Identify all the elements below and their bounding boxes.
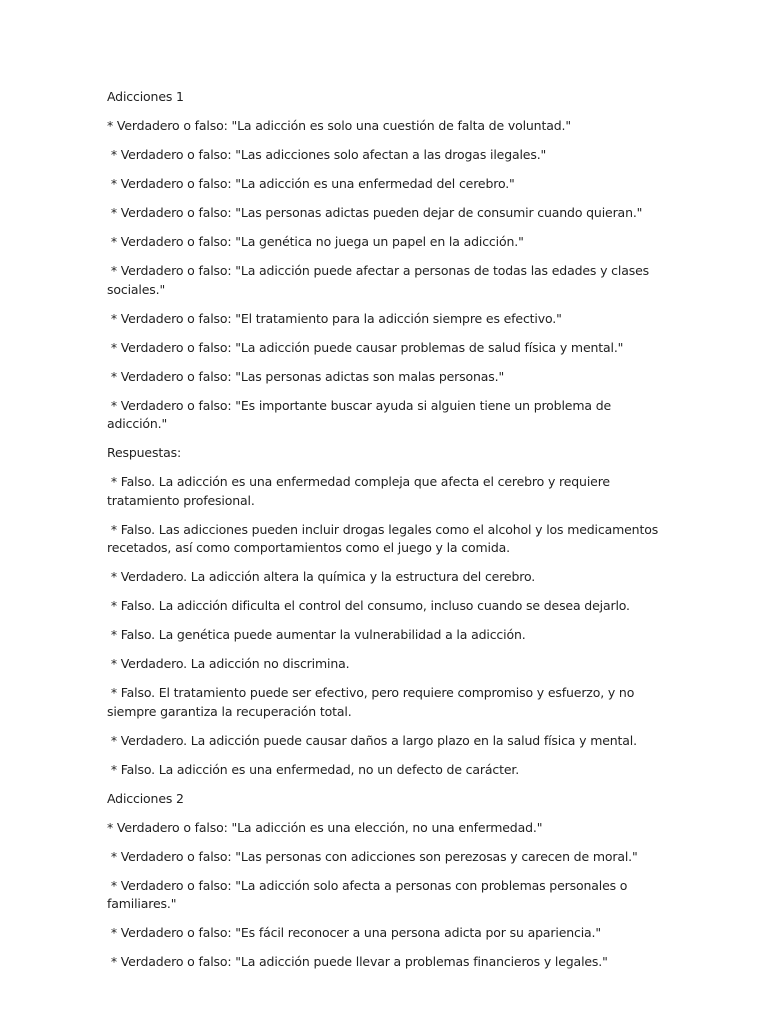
answer-item: * Falso. El tratamiento puede ser efectivo, pero requiere compromiso y esfuerzo, y no siempre garantiza la recuperación total. [107,685,639,719]
answer-item: * Verdadero. La adicción altera la química y la estructura del cerebro. [107,569,536,584]
question-item: * Verdadero o falso: "La adicción puede llevar a problemas financieros y legales." [107,954,608,969]
answer-item: * Falso. La adicción dificulta el control del consumo, incluso cuando se desea dejarlo. [107,598,630,613]
question-item: * Verdadero o falso: "La adicción puede causar problemas de salud física y mental." [107,339,624,355]
question-item: * Verdadero o falso: "La genética no juega un papel en la adicción." [107,234,524,249]
answer-item: * Falso. La adicción es una enfermedad compleja que afecta el cerebro y requiere tratamiento profesional. [107,474,614,508]
question-item: * Verdadero o falso: "La adicción solo afecta a personas con problemas personales o familiares." [107,877,632,911]
answer-item: * Falso. La adicción es una enfermedad, no un defecto de carácter. [107,761,520,777]
question-item: * Verdadero o falso: "Las personas adictas son malas personas." [107,368,505,384]
question-item: * Verdadero o falso: "Las personas con adicciones son perezosas y carecen de moral." [107,848,638,864]
answer-item: * Falso. Las adicciones pueden incluir drogas legales como el alcohol y los medicamentos recetados, así como comportamientos como el juego y la comida. [107,521,662,555]
answer-item: * Falso. La genética puede aumentar la vulnerabilidad a la adicción. [107,627,526,642]
question-item: * Verdadero o falso: "La adicción puede afectar a personas de todas las edades y clases sociales." [107,263,653,297]
question-item: * Verdadero o falso: "La adicción es solo una cuestión de falta de voluntad." [107,118,571,133]
question-item: * Verdadero o falso: "Es fácil reconocer a una persona adicta por su apariencia." [107,925,601,940]
answers-title: Respuestas: [107,445,182,460]
section-title: Adicciones 1 [107,89,184,104]
question-item: * Verdadero o falso: "El tratamiento para la adicción siempre es efectivo." [107,310,562,326]
answer-item: * Verdadero. La adicción no discrimina. [107,656,350,671]
question-item: * Verdadero o falso: "La adicción es una enfermedad del cerebro." [107,176,515,191]
section-title: Adicciones 2 [107,790,184,806]
document-body [107,88,667,982]
question-item: * Verdadero o falso: "La adicción es una elección, no una enfermedad." [107,819,543,835]
question-item: * Verdadero o falso: "Es importante buscar ayuda si alguien tiene un problema de adicción." [107,397,615,431]
question-item: * Verdadero o falso: "Las adicciones solo afectan a las drogas ilegales." [107,147,547,162]
answer-item: * Verdadero. La adicción puede causar daños a largo plazo en la salud física y mental. [107,732,637,748]
question-item: * Verdadero o falso: "Las personas adictas pueden dejar de consumir cuando quieran." [107,205,643,220]
